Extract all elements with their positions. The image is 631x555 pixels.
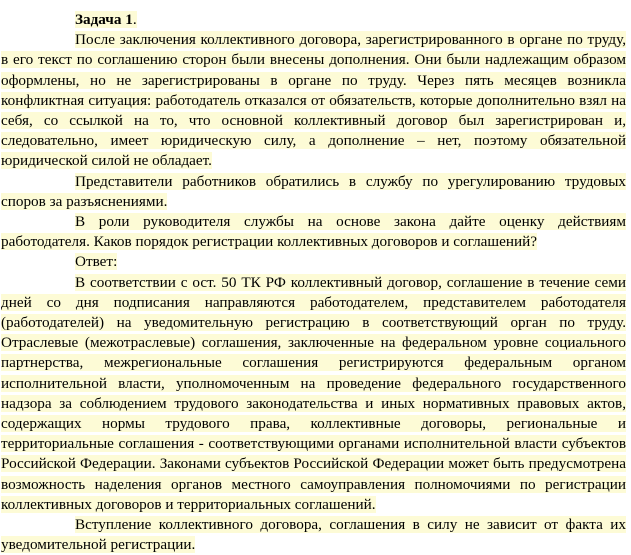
task-condition-paragraph — [1, 30, 626, 171]
answer-paragraph — [1, 273, 626, 515]
appeal-text: Представители работников обратились в службу по урегулированию трудовых споров за разъяснениями. — [1, 172, 626, 210]
task-condition-text: После заключения коллективного договора, зарегистрированного в органе по труду, в его текст по соглашению сторон были внесены дополнения. Они были надлежащим образом оформлены, но не зарегистрированы в органе по труду. Через пять месяцев возникла конфликтная ситуация: работодатель отказался от обязательств, которые дополнительно взял на себя, со ссылкой на то, что основной коллективный договор был зарегистрирован и, следовательно, имеет юридическую силу, а дополнение – нет, поэтому обязательной юридической силой не обладает. — [1, 31, 626, 170]
task-title-suffix: . — [132, 11, 137, 28]
answer-label-line — [1, 252, 626, 272]
document-body — [1, 10, 626, 555]
task-heading — [1, 10, 626, 30]
question-paragraph — [1, 212, 626, 252]
conclusion-paragraph — [1, 515, 626, 555]
appeal-paragraph — [1, 172, 626, 212]
conclusion-text: Вступление коллективного договора, соглашения в силу не зависит от факта их уведомительной регистрации. — [1, 516, 626, 554]
answer-label: Ответ: — [75, 253, 118, 271]
task-title: Задача 1 — [75, 11, 133, 28]
question-text: В роли руководителя службы на основе закона дайте оценку действиям работодателя. Каков порядок регистрации коллективных договоров и соглашений? — [1, 213, 626, 251]
answer-text: В соответствии с ост. 50 ТК РФ коллективный договор, соглашение в течение семи дней со дня подписания направляются работодателем, представителем работодателя (работодателей) на уведомительную регистрацию в соответствующий орган по труду. Отраслевые (межотраслевые) соглашения, заключенные на федеральном уровне социального партнерства, межрегиональные соглашения регистрируются федеральным органом исполнительной власти, уполномоченным на проведение федерального государственного надзора за соблюдением трудового законодательства и иных нормативных правовых актов, содержащих нормы трудового права, коллективные договоры, региональные и территориальные соглашения - соответствующими органами исполнительной власти субъектов Российской Федерации. Законами субъектов Российской Федерации может быть предусмотрена возможность наделения органов местного самоуправления полномочиями по регистрации коллективных договоров и территориальных соглашений. — [1, 273, 626, 513]
